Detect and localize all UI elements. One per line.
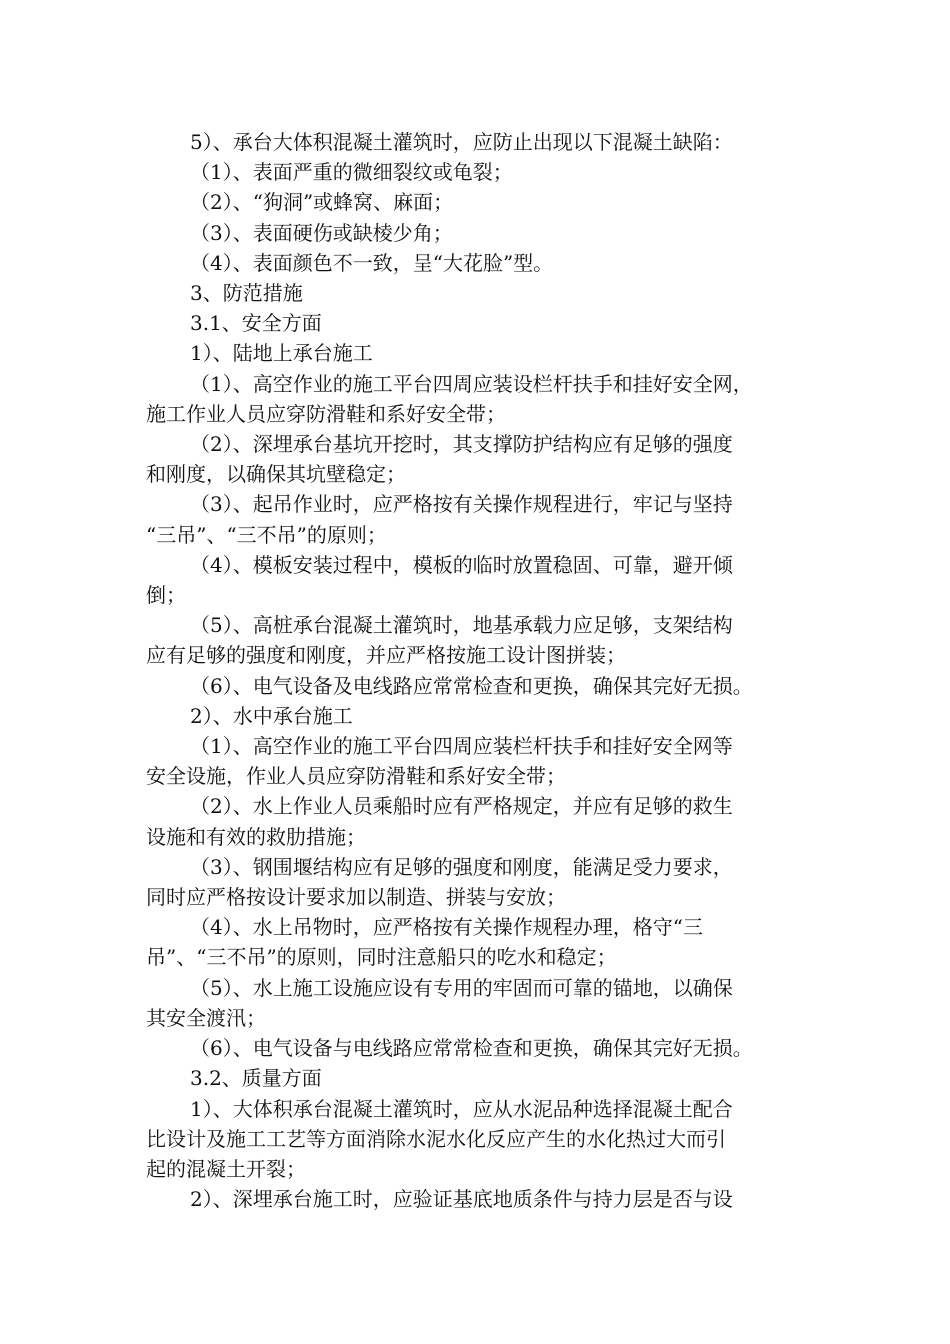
text-line: （5）、水上施工设施应设有专用的牢固而可靠的锚地，以确保 [190, 975, 733, 1000]
text-line: 比设计及施工工艺等方面消除水泥水化反应产生的水化热过大而引 [146, 1126, 726, 1151]
text-line: （3）、起吊作业时，应严格按有关操作规程进行，牢记与坚持 [190, 492, 733, 517]
text-line: 其安全渡汛； [146, 1005, 266, 1030]
text-line: 5）、承台大体积混凝土灌筑时，应防止出现以下混凝土缺陷： [190, 130, 733, 154]
text-line: 安全设施，作业人员应穿防滑鞋和系好安全带； [146, 764, 566, 789]
text-line: （6）、电气设备及电线路应常常检查和更换，确保其完好无损。 [190, 673, 753, 698]
text-line: 3、防范措施 [190, 281, 303, 306]
text-line: （2）、深埋承台基坑开挖时，其支撑防护结构应有足够的强度 [190, 432, 733, 457]
text-line: 1）、陆地上承台施工 [190, 341, 373, 366]
text-line: 2）、深埋承台施工时，应验证基底地质条件与持力层是否与设 [190, 1187, 733, 1212]
text-line: （4）、模板安装过程中，模板的临时放置稳固、可靠，避开倾 [190, 552, 733, 577]
text-line: 吊”、“三不吊”的原则，同时注意船只的吃水和稳定； [146, 945, 617, 970]
text-line: 1）、大体积承台混凝土灌筑时，应从水泥品种选择混凝土配合 [190, 1096, 733, 1121]
text-line: （2）、“狗洞”或蜂窝、麻面； [190, 190, 454, 215]
text-line: 2）、水中承台施工 [190, 703, 353, 728]
text-line: 3.2、质量方面 [190, 1066, 322, 1091]
text-line: （1）、高空作业的施工平台四周应装设栏杆扶手和挂好安全网， [190, 371, 753, 396]
text-line: 3.1、安全方面 [190, 311, 322, 336]
text-line: （2）、水上作业人员乘船时应有严格规定，并应有足够的救生 [190, 794, 733, 819]
text-line: （4）、表面颜色不一致，呈“大花脸”型。 [190, 250, 554, 275]
text-line: （1）、表面严重的微细裂纹或龟裂； [190, 160, 513, 185]
text-line: （1）、高空作业的施工平台四周应装栏杆扶手和挂好安全网等 [190, 734, 733, 759]
text-line: 起的混凝土开裂； [146, 1156, 306, 1181]
text-line: 施工作业人员应穿防滑鞋和系好安全带； [146, 401, 506, 426]
text-line: 应有足够的强度和刚度，并应严格按施工设计图拼装； [146, 643, 626, 668]
text-line: （4）、水上吊物时，应严格按有关操作规程办理，格守“三 [190, 915, 703, 940]
text-line: 倒； [146, 583, 186, 608]
document-body [146, 127, 826, 1214]
text-line: （3）、表面硬伤或缺棱少角； [190, 220, 453, 245]
text-line: 和刚度，以确保其坑壁稳定； [146, 462, 406, 487]
text-line: 同时应严格按设计要求加以制造、拼装与安放； [146, 885, 566, 910]
text-line: （5）、高桩承台混凝土灌筑时，地基承载力应足够，支架结构 [190, 613, 733, 638]
text-line: （3）、钢围堰结构应有足够的强度和刚度，能满足受力要求， [190, 854, 733, 879]
text-line: （6）、电气设备与电线路应常常检查和更换，确保其完好无损。 [190, 1036, 753, 1061]
text-line: “三吊”、“三不吊”的原则； [146, 522, 387, 547]
text-line: 设施和有效的救肋措施； [146, 824, 366, 849]
